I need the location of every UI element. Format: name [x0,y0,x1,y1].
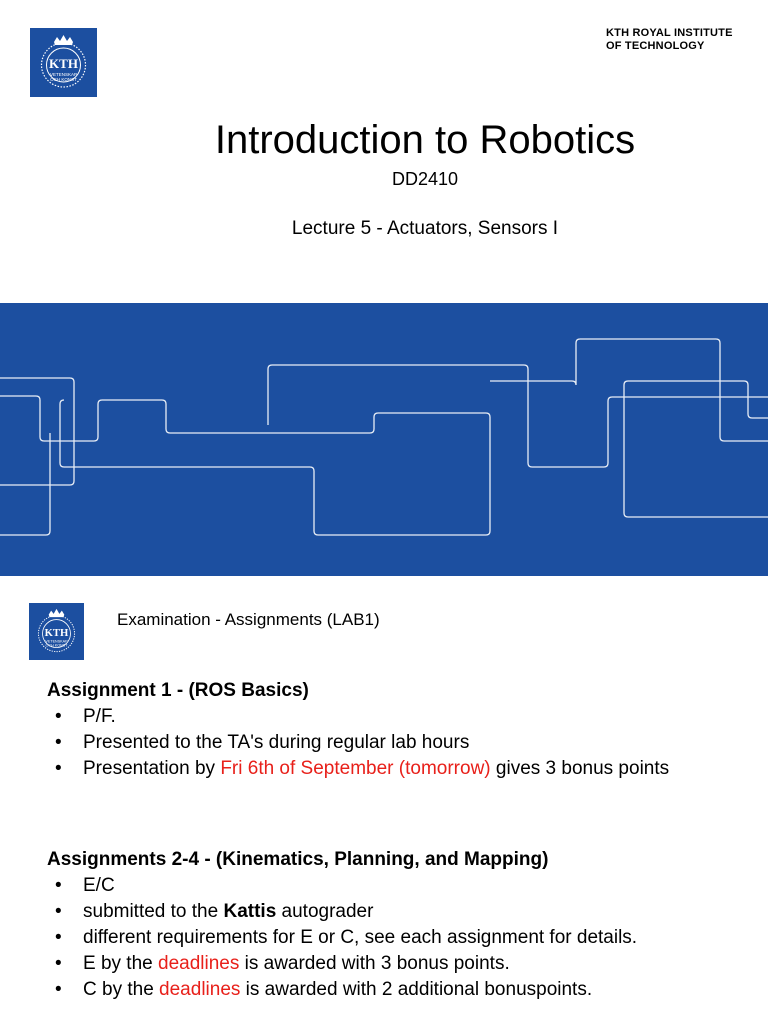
list-item: • submitted to the Kattis autograder [55,899,745,925]
list-item: • P/F. [55,704,745,730]
list-item: • different requirements for E or C, see each assignment for details. [55,925,745,951]
list-item: • E by the deadlines is awarded with 3 bonus points. [55,951,745,977]
kattis-label: Kattis [223,901,277,922]
svg-text:OCH KONST: OCH KONST [50,77,77,82]
institution-name-line-1: KTH ROYAL INSTITUTE [606,27,733,39]
kth-crest-icon [30,28,97,97]
svg-text:KTH: KTH [49,56,78,71]
assignment-1-list [55,704,745,782]
section-heading-assignment-1: Assignment 1 - (ROS Basics) [47,680,309,701]
course-title: Introduction to Robotics [214,118,636,162]
deadline-highlight: deadlines [159,979,241,1000]
lecture-title: Lecture 5 - Actuators, Sensors I [291,218,559,239]
svg-text:VETENSKAP: VETENSKAP [45,639,68,644]
kth-logo-small [29,603,84,660]
svg-text:VETENSKAP: VETENSKAP [49,72,78,77]
decorative-banner [0,303,768,576]
kth-crest-icon [29,603,84,660]
institution-name [606,27,733,53]
deadline-highlight: Fri 6th of September (tomorrow) [220,758,491,779]
slide-title: Examination - Assignments (LAB1) [117,610,380,629]
svg-text:KTH: KTH [44,627,69,640]
svg-text:OCH KONST: OCH KONST [45,643,68,648]
section-heading-assignments-2-4: Assignments 2-4 - (Kinematics, Planning, and Mapping) [47,849,549,870]
kth-logo [30,28,97,97]
circuit-lines-graphic [0,303,768,576]
institution-name-line-2: OF TECHNOLOGY [606,40,705,52]
deadline-highlight: deadlines [158,953,240,974]
list-item: • Presented to the TA's during regular lab hours [55,730,745,756]
list-item: • E/C [55,873,745,899]
course-code: DD2410 [391,169,459,189]
assignments-2-4-list [55,873,745,1003]
list-item: • C by the deadlines is awarded with 2 additional bonuspoints. [55,977,745,1003]
list-item: • Presentation by Fri 6th of September (tomorrow) gives 3 bonus points [55,756,745,782]
